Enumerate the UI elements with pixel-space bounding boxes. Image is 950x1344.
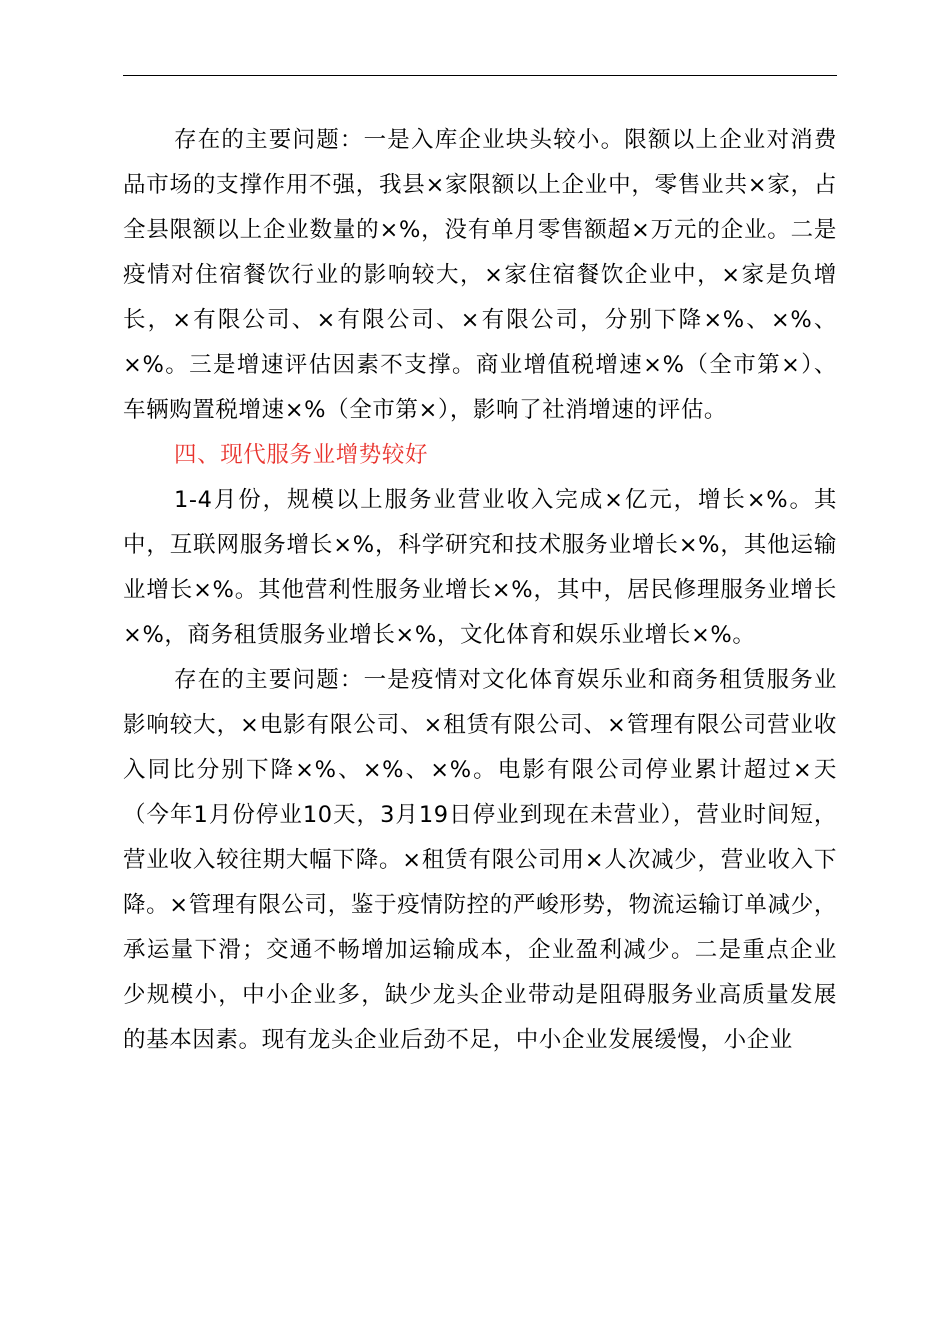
paragraph-retail-problems: 存在的主要问题：一是入库企业块头较小。限额以上企业对消费品市场的支撑作用不强，我县×家限额以上企业中，零售业共×家，占全县限额以上企业数量的×%，没有单月零售额超×万元的企业。二是疫情对住宿餐饮行业的影响较大，×家住宿餐饮企业中，×家是负增长，×有限公司、×有限公司、×有限公司，分别下降×%、×%、×%。三是增速评估因素不支撑。商业增值税增速×%（全市第×）、车辆购置税增速×%（全市第×），影响了社消增速的评估。 (123, 127, 837, 423)
section-heading-services: 四、现代服务业增势较好 (174, 442, 429, 468)
header-rule (123, 75, 837, 76)
document-body (123, 118, 837, 1063)
paragraph-services-growth: 1-4月份，规模以上服务业营业收入完成×亿元，增长×%。其中，互联网服务增长×%，科学研究和技术服务业增长×%，其他运输业增长×%。其他营利性服务业增长×%，其中，居民修理服务业增长×%，商务租赁服务业增长×%，文化体育和娱乐业增长×%。 (123, 487, 837, 648)
paragraph-services-problems: 存在的主要问题：一是疫情对文化体育娱乐业和商务租赁服务业影响较大，×电影有限公司、×租赁有限公司、×管理有限公司营业收入同比分别下降×%、×%、×%。电影有限公司停业累计超过×天（今年1月份停业10天，3月19日停业到现在未营业），营业时间短，营业收入较往期大幅下降。×租赁有限公司用×人次减少，营业收入下降。×管理有限公司，鉴于疫情防控的严峻形势，物流运输订单减少，承运量下滑；交通不畅增加运输成本，企业盈利减少。二是重点企业少规模小，中小企业多，缺少龙头企业带动是阻碍服务业高质量发展的基本因素。现有龙头企业后劲不足，中小企业发展缓慢，小企业 (123, 667, 837, 1053)
